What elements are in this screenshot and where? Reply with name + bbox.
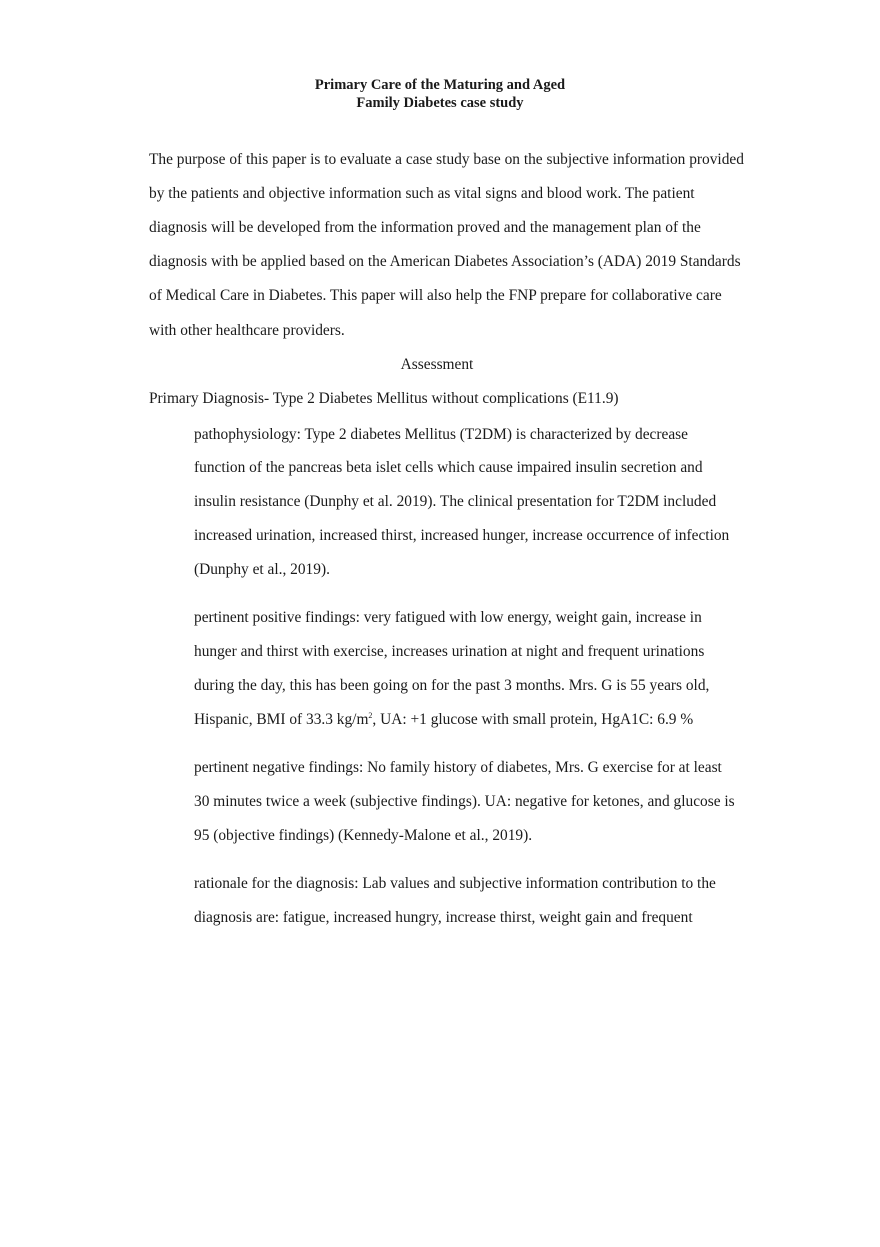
- text-line: rationale for the diagnosis: Lab values and subjective information contribution to the: [194, 875, 716, 892]
- text-line: 95 (objective findings) (Kennedy-Malone et al., 2019).: [194, 827, 533, 844]
- text-line: function of the pancreas beta islet cells which cause impaired insulin secretion and: [194, 459, 703, 476]
- text-line: 30 minutes twice a week (subjective findings). UA: negative for ketones, and glucose is: [194, 793, 735, 810]
- text-line: hunger and thirst with exercise, increases urination at night and frequent urinations: [194, 643, 705, 660]
- document-subtitle: Family Diabetes case study: [356, 95, 524, 111]
- text-line: diagnosis are: fatigue, increased hungry, increase thirst, weight gain and frequent: [194, 909, 693, 926]
- text-line: pertinent negative findings: No family history of diabetes, Mrs. G exercise for at least: [194, 759, 722, 776]
- text-segment: , UA: +1 glucose with small protein, HgA1C: 6.9 %: [372, 711, 694, 728]
- primary-diagnosis: Primary Diagnosis- Type 2 Diabetes Mellitus without complications (E11.9): [149, 390, 619, 407]
- superscript: 2: [368, 711, 373, 720]
- text-segment: Hispanic, BMI of 33.3 kg/m: [194, 711, 369, 728]
- text-line: of Medical Care in Diabetes. This paper will also help the FNP prepare for collaborative care: [149, 287, 722, 304]
- text-line: (Dunphy et al., 2019).: [194, 561, 330, 578]
- text-line: The purpose of this paper is to evaluate a case study base on the subjective information provided: [149, 151, 744, 168]
- text-line: diagnosis will be developed from the information proved and the management plan of the: [149, 219, 701, 236]
- text-line: by the patients and objective information such as vital signs and blood work. The patient: [149, 185, 695, 202]
- text-line: during the day, this has been going on for the past 3 months. Mrs. G is 55 years old,: [194, 677, 710, 694]
- text-line: with other healthcare providers.: [149, 322, 345, 339]
- text-line: pathophysiology: Type 2 diabetes Mellitus (T2DM) is characterized by decrease: [194, 426, 688, 443]
- document-title: Primary Care of the Maturing and Aged: [314, 77, 566, 93]
- text-line: pertinent positive findings: very fatigued with low energy, weight gain, increase in: [194, 609, 702, 626]
- text-line: insulin resistance (Dunphy et al. 2019). The clinical presentation for T2DM included: [194, 493, 717, 510]
- text-line: diagnosis with be applied based on the American Diabetes Association’s (ADA) 2019 Standards: [149, 253, 741, 270]
- section-heading-assessment: Assessment: [400, 356, 474, 373]
- text-line: [194, 711, 693, 729]
- text-line: increased urination, increased thirst, increased hunger, increase occurrence of infection: [194, 527, 730, 544]
